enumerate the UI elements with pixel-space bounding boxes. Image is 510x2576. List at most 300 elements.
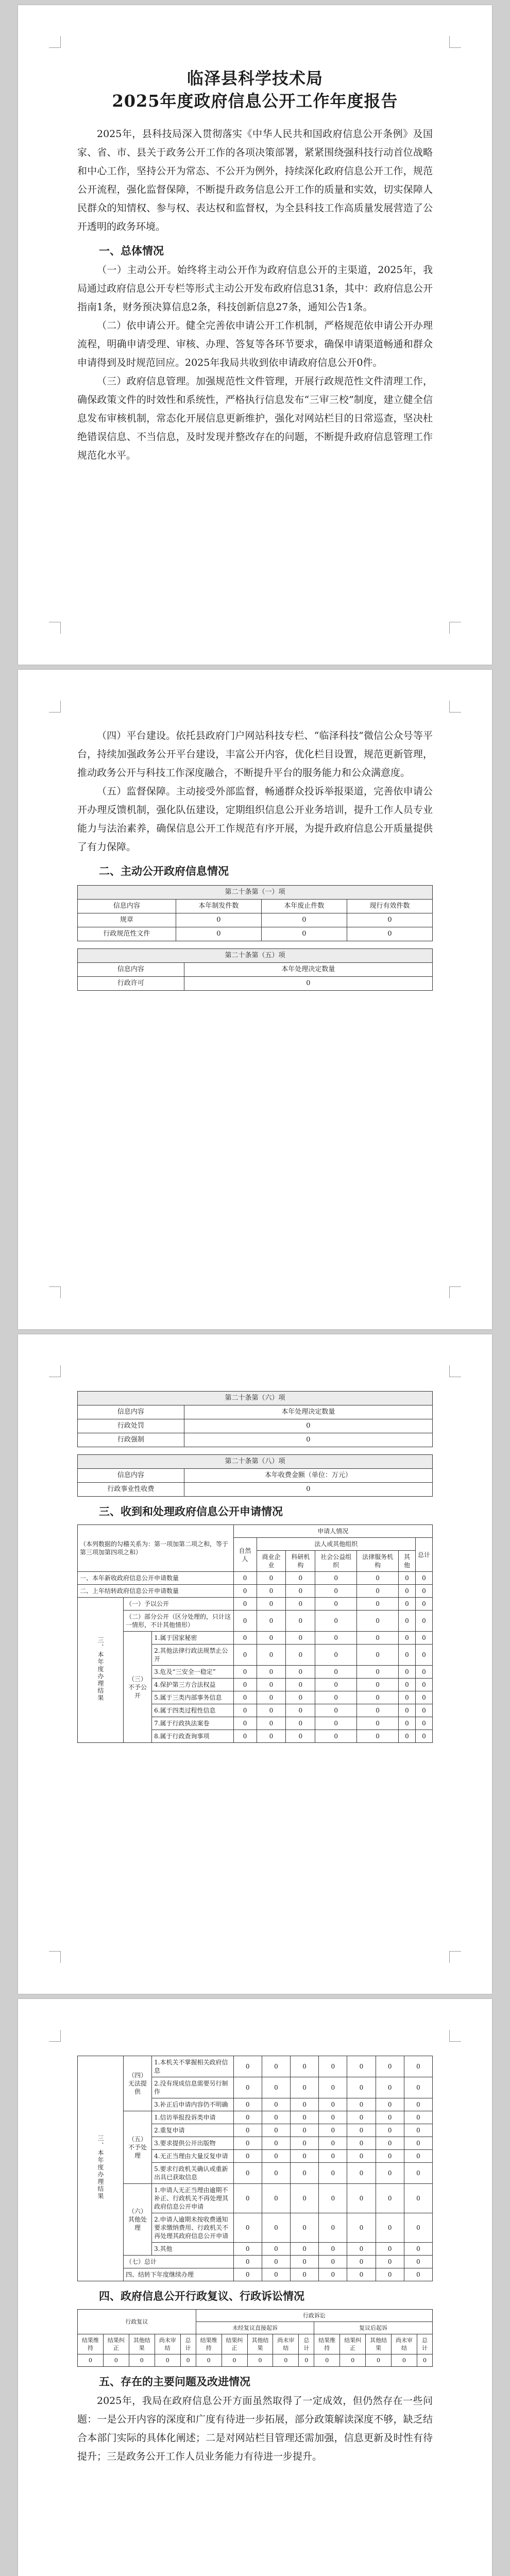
table-article20-8: [77, 1454, 433, 1497]
row-label: 2.其他法律行政法规禁止公开: [152, 1645, 233, 1666]
col-header: 信息内容: [78, 1469, 184, 1483]
cell-value: 0: [290, 2124, 318, 2137]
cell-value: 0: [257, 1585, 286, 1598]
cell-value: 0: [399, 1666, 416, 1679]
cell-value: 0: [233, 2056, 262, 2077]
cell-value: 0: [257, 1691, 286, 1704]
cell-value: 0: [376, 2150, 404, 2163]
para-head: （五）监督保障。: [97, 786, 176, 797]
col-header: 本年制发件数: [176, 900, 261, 913]
cell-value: 0: [376, 2184, 404, 2213]
cell-value: 0: [399, 1645, 416, 1666]
cell-value: 0: [357, 1572, 399, 1585]
row-label: 行政强制: [78, 1433, 184, 1447]
cell-value: 0: [404, 2150, 432, 2163]
corner-mark: [449, 1951, 461, 1963]
cell-value: 0: [315, 1611, 357, 1632]
section-2-heading: 二、主动公开政府信息情况: [99, 865, 229, 877]
row-label: 二、上年结转政府信息公开申请数量: [78, 1585, 234, 1598]
col-header: 结果维持: [78, 2334, 104, 2354]
cell-value: 0: [233, 2184, 262, 2213]
platform-paragraph: [77, 726, 433, 782]
row-label: 6.属于四类过程性信息: [152, 1704, 233, 1717]
row-label: （一）予以公开: [124, 1598, 234, 1611]
para-head: （三）政府信息管理。: [97, 376, 196, 387]
cell-value: 0: [347, 2137, 376, 2150]
cell-value: 0: [233, 1572, 257, 1585]
cell-value: 0: [415, 1717, 432, 1730]
cell-value: 0: [286, 1666, 315, 1679]
cell-value: 0: [262, 2256, 290, 2268]
cell-value: 0: [404, 2137, 432, 2150]
table-row: [78, 1598, 433, 1611]
cell-value: 0: [233, 1632, 257, 1645]
cell-value: 0: [376, 2268, 404, 2281]
cell-value: 0: [233, 1666, 257, 1679]
cell-value: 0: [286, 1611, 315, 1632]
cell-value: 0: [357, 1632, 399, 1645]
cell-value: 0: [233, 1704, 257, 1717]
other-label: （六）其他处理: [124, 2184, 152, 2256]
cell-value: 0: [257, 1598, 286, 1611]
table-review-litigation: [77, 2309, 433, 2367]
cell-value: 0: [357, 1730, 399, 1743]
para-head: （一）主动公开。: [97, 264, 177, 276]
cell-value: 0: [415, 1598, 432, 1611]
cell-value: 0: [399, 1730, 416, 1743]
cell-value: 0: [262, 2163, 290, 2184]
cell-value: 0: [347, 2150, 376, 2163]
col-header: 结果维持: [196, 2334, 222, 2354]
cell-value: 0: [315, 1598, 357, 1611]
cell-value: 0: [376, 2077, 404, 2098]
row-label: 行政处罚: [78, 1419, 184, 1433]
row-label: 一、本年新收政府信息公开申请数量: [78, 1572, 234, 1585]
cell-value: 0: [415, 1632, 432, 1645]
cell-value: 0: [262, 2213, 290, 2243]
cell-value: 0: [392, 2354, 417, 2367]
table-row: [78, 2256, 433, 2268]
table-header: 第二十条第（八）项: [78, 1455, 433, 1469]
table-header: 第二十条第（五）项: [78, 949, 433, 963]
table-header: 第二十条第（一）项: [78, 886, 433, 900]
cell-value: 0: [261, 913, 347, 927]
cell-value: 0: [376, 2098, 404, 2111]
cell-value: 0: [262, 2056, 290, 2077]
corner-mark: [449, 2030, 461, 2042]
cell-value: 0: [257, 1666, 286, 1679]
row-label: 1.申请人无正当理由逾期不补正、行政机关不再处理其政府信息公开申请: [152, 2184, 233, 2213]
active-disclosure-paragraph: [77, 261, 433, 316]
cell-value: 0: [319, 2137, 347, 2150]
cell-value: 0: [257, 1645, 286, 1666]
report-title-line1: 临泽县科学技术局: [186, 69, 323, 88]
para-body: 加强规范性文件管理，开展行政规范性文件清理工作，确保政策文件的时效性和系统性，严格执行信息发布“三审三校”制度，建立健全信息发布审核机制，常态化开展信息更新维护，强化对网站栏目的日常巡查，坚决杜绝错误信息、不当信息，及时发现并整改存在的问题，不断提升政府信息管理工作规范化水平。: [77, 376, 433, 461]
cell-value: 0: [415, 1611, 432, 1632]
col-header: 结果维持: [314, 2334, 340, 2354]
result-label-text: 三、本年度办理结果: [97, 1636, 104, 1702]
cell-value: 0: [233, 1598, 257, 1611]
row-label: 2.重复申请: [152, 2124, 233, 2137]
cell-value: 0: [315, 1730, 357, 1743]
cell-value: 0: [262, 2268, 290, 2281]
cell-value: 0: [290, 2056, 318, 2077]
cell-value: 0: [290, 2163, 318, 2184]
cell-value: 0: [257, 1730, 286, 1743]
cell-value: 0: [273, 2354, 299, 2367]
cell-value: 0: [78, 2354, 104, 2367]
cell-value: 0: [247, 2354, 273, 2367]
cell-value: 0: [176, 927, 261, 941]
cannot-label: （四）无法提供: [124, 2056, 152, 2111]
section-1-heading: 一、总体情况: [99, 245, 164, 257]
cell-value: 0: [233, 1691, 257, 1704]
cell-value: 0: [376, 2163, 404, 2184]
cell-value: 0: [347, 2163, 376, 2184]
cell-value: 0: [319, 2213, 347, 2243]
cell-value: 0: [347, 913, 432, 927]
table-header: 第二十条第（六）项: [78, 1392, 433, 1405]
col-header: 其他结果: [129, 2334, 155, 2354]
supervision-paragraph: [77, 782, 433, 856]
para-body: 主动接受外部监督，畅通群众投诉举报渠道，完善依申请公开办理反馈机制，强化队伍建设，定期组织信息公开业务培训，提升工作人员专业能力与法治素养，确保信息公开工作规范有序开展，为提升政府信息公开质量提供了有力保障。: [77, 786, 433, 853]
table-row: [78, 1585, 433, 1598]
cell-value: 0: [261, 927, 347, 941]
cell-value: 0: [262, 2124, 290, 2137]
cell-value: 0: [233, 1730, 257, 1743]
cell-value: 0: [262, 2137, 290, 2150]
col-header: 尚未审结: [273, 2334, 299, 2354]
cell-value: 0: [366, 2354, 392, 2367]
col-legal: 法人或其他组织: [257, 1538, 415, 1551]
cell-value: 0: [233, 2077, 262, 2098]
result-label: [78, 1598, 124, 1743]
table-article20-1: [77, 885, 433, 941]
not-process-label: （五）不予处理: [124, 2111, 152, 2184]
cell-value: 0: [315, 1679, 357, 1691]
cell-value: 0: [290, 2137, 318, 2150]
section-5-heading: 五、存在的主要问题及改进情况: [99, 2376, 250, 2388]
cell-value: 0: [376, 2056, 404, 2077]
corner-mark: [49, 622, 61, 634]
cell-value: 0: [347, 2243, 376, 2256]
direct-header: 未经复议直接起诉: [196, 2322, 314, 2334]
cell-value: 0: [347, 2256, 376, 2268]
cell-value: 0: [415, 1645, 432, 1666]
cell-value: 0: [404, 2163, 432, 2184]
col-natural: 自然人: [233, 1538, 257, 1572]
col-legal-sub: 商业企业: [257, 1551, 286, 1572]
col-header: 结果纠正: [340, 2334, 366, 2354]
cell-value: 0: [286, 1717, 315, 1730]
cell-value: 0: [376, 2137, 404, 2150]
cell-value: 0: [357, 1598, 399, 1611]
cell-value: 0: [399, 1572, 416, 1585]
cell-value: 0: [399, 1598, 416, 1611]
cell-value: 0: [347, 2111, 376, 2124]
cell-value: 0: [233, 2243, 262, 2256]
col-header: 信息内容: [78, 1405, 184, 1419]
cell-value: 0: [404, 2243, 432, 2256]
cell-value: 0: [399, 1717, 416, 1730]
report-title-line2: 2025年度政府信息公开工作年度报告: [112, 91, 398, 111]
row-label: 4.无正当理由大量反复申请: [152, 2150, 233, 2163]
cell-value: 0: [315, 1691, 357, 1704]
cell-value: 0: [315, 1572, 357, 1585]
cell-value: 0: [233, 1585, 257, 1598]
cell-value: 0: [347, 2213, 376, 2243]
cell-value: 0: [319, 2243, 347, 2256]
col-header: 信息内容: [78, 900, 176, 913]
col-header: 结果纠正: [222, 2334, 247, 2354]
corner-mark: [49, 1951, 61, 1963]
table-row: [78, 2184, 433, 2213]
request-disclosure-paragraph: [77, 316, 433, 372]
row-label: 7.属于行政执法案卷: [152, 1717, 233, 1730]
cell-value: 0: [417, 2354, 433, 2367]
table-row: [78, 2056, 433, 2077]
row-label: 规章: [78, 913, 176, 927]
table-row: [78, 1611, 433, 1632]
row-label: 5.要求行政机关确认或重新出具已获取信息: [152, 2163, 233, 2184]
not-public-label: （三）不予公开: [124, 1632, 152, 1743]
cell-value: 0: [262, 2111, 290, 2124]
cell-value: 0: [233, 2098, 262, 2111]
cell-value: 0: [315, 1585, 357, 1598]
cell-value: 0: [233, 1611, 257, 1632]
info-management-paragraph: [77, 372, 433, 465]
cell-value: 0: [262, 2150, 290, 2163]
cell-value: 0: [257, 1572, 286, 1585]
cell-value: 0: [415, 1704, 432, 1717]
cell-value: 0: [376, 2213, 404, 2243]
cell-value: 0: [357, 1645, 399, 1666]
cell-value: 0: [319, 2056, 347, 2077]
cell-value: 0: [184, 977, 432, 991]
corner-mark: [49, 2030, 61, 2042]
cell-value: 0: [347, 2077, 376, 2098]
litigation-header: 行政诉讼: [196, 2310, 432, 2322]
col-header: 尚未审结: [155, 2334, 180, 2354]
cell-value: 0: [286, 1679, 315, 1691]
cell-value: 0: [404, 2077, 432, 2098]
cell-value: 0: [290, 2111, 318, 2124]
cell-value: 0: [319, 2098, 347, 2111]
cell-value: 0: [286, 1691, 315, 1704]
cell-value: 0: [415, 1691, 432, 1704]
cell-value: 0: [233, 1679, 257, 1691]
cell-value: 0: [376, 2243, 404, 2256]
cell-value: 0: [404, 2268, 432, 2281]
page-2: [18, 670, 492, 1329]
cell-value: 0: [286, 1572, 315, 1585]
cell-value: 0: [262, 2098, 290, 2111]
cell-value: 0: [290, 2268, 318, 2281]
cell-value: 0: [233, 2256, 262, 2268]
cell-value: 0: [347, 2056, 376, 2077]
cell-value: 0: [314, 2354, 340, 2367]
corner-mark: [449, 701, 461, 713]
section-3-heading: 三、收到和处理政府信息公开申请情况: [99, 1505, 283, 1518]
cell-value: 0: [319, 2111, 347, 2124]
cell-value: 0: [257, 1717, 286, 1730]
cell-value: 0: [319, 2163, 347, 2184]
cell-value: 0: [399, 1585, 416, 1598]
cell-value: 0: [404, 2056, 432, 2077]
cell-value: 0: [315, 1717, 357, 1730]
cell-value: 0: [357, 1679, 399, 1691]
cell-value: 0: [184, 1483, 432, 1497]
row-label: 2.没有现成信息需要另行制作: [152, 2077, 233, 2098]
col-header: 本年收费金额（单位：万元）: [184, 1469, 432, 1483]
cell-value: 0: [357, 1704, 399, 1717]
row-label: 3.其他: [152, 2243, 233, 2256]
corner-mark: [449, 36, 461, 48]
para-body: 始终将主动公开作为政府信息公开的主渠道，2025年，我局通过政府信息公开专栏等形式主动公开发布政府信息31条，其中：政府信息公开指南1条，财务预决算信息2条，科技创新信息27条，通知公告1条。: [77, 264, 433, 313]
row-label: （二）部分公开（区分处理的，只计这一情形，不计其他情形）: [124, 1611, 234, 1632]
cell-value: 0: [233, 2111, 262, 2124]
cell-value: 0: [257, 1611, 286, 1632]
cell-value: 0: [286, 1704, 315, 1717]
para-body: 依托县政府门户网站科技专栏、“临泽科技”微信公众号等平台，持续加强政务公开平台建设，丰富公开内容，优化栏目设置，规范更新管理，推动政务公开与科技工作深度融合，不断提升平台的服务能力和公众满意度。: [77, 730, 433, 778]
corner-mark: [449, 1286, 461, 1298]
row-label: 1.信访举报投诉类申请: [152, 2111, 233, 2124]
cell-value: 0: [233, 2137, 262, 2150]
cell-value: 0: [155, 2354, 180, 2367]
row-label: （七）总计: [124, 2256, 234, 2268]
cell-value: 0: [319, 2256, 347, 2268]
cell-value: 0: [233, 1645, 257, 1666]
col-header: 总计: [417, 2334, 433, 2354]
cell-value: 0: [315, 1704, 357, 1717]
cell-value: 0: [222, 2354, 247, 2367]
col-legal-sub: 科研机构: [286, 1551, 315, 1572]
cell-value: 0: [399, 1704, 416, 1717]
row-label: 3.补正后申请内容仍不明确: [152, 2098, 233, 2111]
cell-value: 0: [319, 2077, 347, 2098]
cell-value: 0: [257, 1632, 286, 1645]
cell-value: 0: [290, 2243, 318, 2256]
cell-value: 0: [319, 2268, 347, 2281]
applicant-header: 申请人情况: [233, 1525, 432, 1538]
col-header: 其他结果: [366, 2334, 392, 2354]
row-label: 5.属于三类内部事务信息: [152, 1691, 233, 1704]
cell-value: 0: [347, 2124, 376, 2137]
col-header: 本年处理决定数量: [184, 1405, 432, 1419]
cell-value: 0: [290, 2150, 318, 2163]
cell-value: 0: [315, 1632, 357, 1645]
result-label-cont: [78, 2056, 124, 2281]
col-header: 其他结果: [247, 2334, 273, 2354]
cell-value: 0: [184, 1419, 432, 1433]
cell-value: 0: [404, 2256, 432, 2268]
cell-value: 0: [415, 1666, 432, 1679]
cell-value: 0: [404, 2184, 432, 2213]
table-requests-part1: [77, 1524, 433, 1743]
cell-value: 0: [290, 2184, 318, 2213]
cell-value: 0: [315, 1645, 357, 1666]
col-header: 本年废止件数: [261, 900, 347, 913]
cell-value: 0: [257, 1704, 286, 1717]
col-legal-sub: 其他: [399, 1551, 416, 1572]
table-row: [78, 2268, 433, 2281]
cell-value: 0: [262, 2243, 290, 2256]
col-total: 总计: [415, 1538, 432, 1572]
para-head: （二）依申请公开。: [97, 320, 186, 331]
cell-value: 0: [319, 2150, 347, 2163]
cell-value: 0: [233, 2163, 262, 2184]
row-label: 行政许可: [78, 977, 184, 991]
page-4: [18, 1999, 492, 2576]
cell-value: 0: [347, 2268, 376, 2281]
cell-value: 0: [233, 2213, 262, 2243]
cell-value: 0: [233, 2124, 262, 2137]
corner-mark: [449, 622, 461, 634]
row-label: 四、结转下年度继续办理: [124, 2268, 234, 2281]
col-header: 现行有效件数: [347, 900, 432, 913]
cell-value: 0: [262, 2184, 290, 2213]
cell-value: 0: [399, 1691, 416, 1704]
cell-value: 0: [290, 2213, 318, 2243]
cell-value: 0: [347, 927, 432, 941]
cell-value: 0: [290, 2256, 318, 2268]
cell-value: 0: [290, 2077, 318, 2098]
cell-value: 0: [404, 2098, 432, 2111]
col-legal-sub: 社会公益组织: [315, 1551, 357, 1572]
cell-value: 0: [286, 1645, 315, 1666]
cell-value: 0: [103, 2354, 129, 2367]
cell-value: 0: [415, 1730, 432, 1743]
table-row: [78, 2354, 433, 2367]
page-1: [18, 5, 492, 665]
corner-mark: [49, 36, 61, 48]
row-label: 4.保护第三方合法权益: [152, 1679, 233, 1691]
cell-value: 0: [376, 2256, 404, 2268]
corner-mark: [49, 701, 61, 713]
table-row: [78, 1572, 433, 1585]
row-label: 2.申请人逾期未按收费通知要求缴纳费用、行政机关不再处理其政府信息公开申请: [152, 2213, 233, 2243]
cell-value: 0: [233, 2268, 262, 2281]
cell-value: 0: [290, 2098, 318, 2111]
col-legal-sub: 法律服务机构: [357, 1551, 399, 1572]
cell-value: 0: [347, 2098, 376, 2111]
row-label: 1.本机关不掌握相关政府信息: [152, 2056, 233, 2077]
cell-value: 0: [415, 1585, 432, 1598]
col-header: 总计: [299, 2334, 314, 2354]
corner-mark: [49, 1286, 61, 1298]
cell-value: 0: [404, 2213, 432, 2243]
cell-value: 0: [376, 2124, 404, 2137]
cell-value: 0: [357, 1691, 399, 1704]
cell-value: 0: [319, 2124, 347, 2137]
cell-value: 0: [357, 1717, 399, 1730]
cell-value: 0: [376, 2111, 404, 2124]
para-head: （四）平台建设。: [97, 730, 176, 741]
cell-value: 0: [286, 1585, 315, 1598]
cell-value: 0: [233, 1717, 257, 1730]
table-row: [78, 2111, 433, 2124]
cell-value: 0: [399, 1632, 416, 1645]
after-header: 复议后起诉: [314, 2322, 433, 2334]
cell-value: 0: [357, 1666, 399, 1679]
corner-mark: [49, 1365, 61, 1377]
col-header: 信息内容: [78, 963, 184, 977]
cell-value: 0: [415, 1679, 432, 1691]
cell-value: 0: [180, 2354, 196, 2367]
cell-value: 0: [357, 1585, 399, 1598]
row-label: 3.要求提供公开出版物: [152, 2137, 233, 2150]
cell-value: 0: [262, 2077, 290, 2098]
